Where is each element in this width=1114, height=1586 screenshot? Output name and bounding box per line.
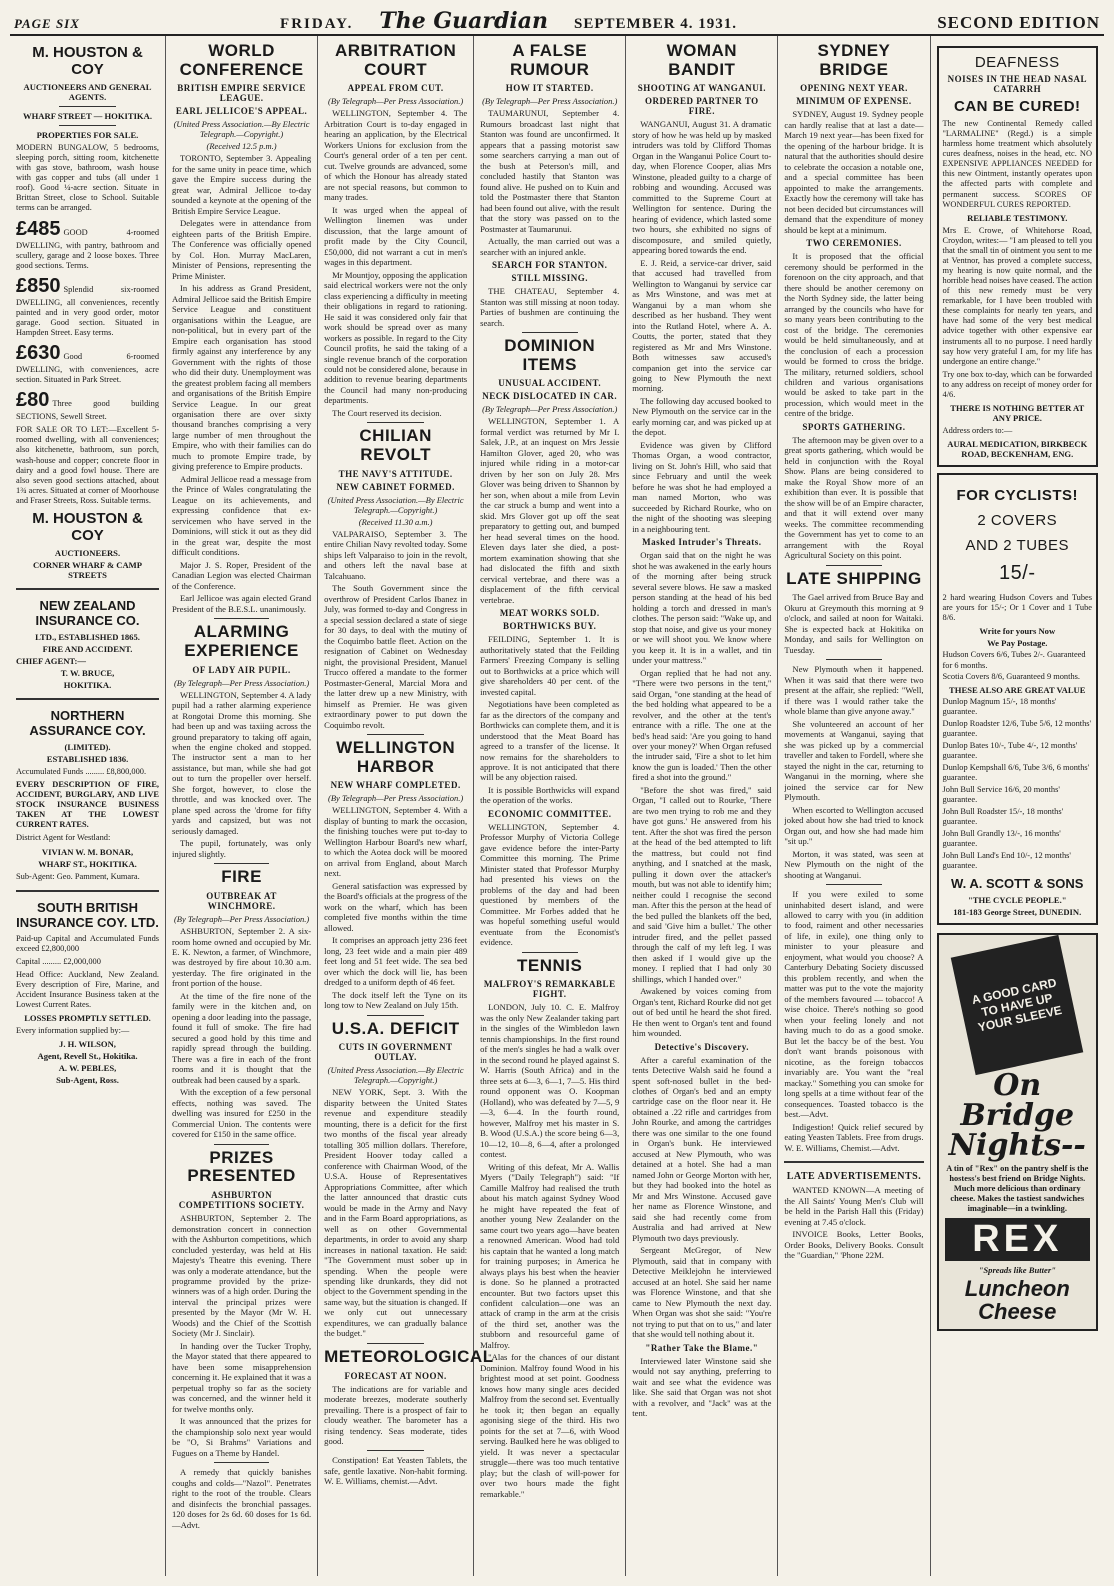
divider	[367, 1015, 424, 1016]
article-paragraph: Morton, it was stated, was seen at New Plymouth on the night of the shooting at Wanganui.	[784, 848, 924, 880]
northern-established: ESTABLISHED 1836.	[46, 753, 129, 764]
article-paragraph: Earl Jellicoe was again elected Grand President of the B.E.S.L. unanimously.	[172, 593, 312, 614]
tyre-listing: John Bull Roadster 15/-, 18 months' guarantee.	[942, 806, 1064, 827]
subhead: Detective's Discovery.	[654, 1041, 750, 1052]
article-paragraph: The Gael arrived from Bruce Bay and Okuru at Greymouth this morning at 9 o'clock, and sailed at noon for Waitaki. She is expected back at Hokitika on Monday, and sails for Wellington on Tuesday.	[784, 592, 924, 655]
playing-card-illustration	[951, 935, 1084, 1075]
subhead: THE NAVY'S ATTITUDE.	[338, 468, 453, 479]
deafness-address: AURAL MEDICATION, BIRKBECK ROAD, BECKENHAM, ENG.	[947, 439, 1088, 460]
paper-title: The Guardian	[379, 8, 549, 34]
cyclists-title: FOR CYCLISTS!	[956, 487, 1079, 505]
advertisement-snippet: Indigestion! Quick relief secured by eating Yeasten Tablets. Free from drugs. W. E. Williams, Chemist.—Advt.	[784, 1121, 924, 1153]
article-paragraph: General satisfaction was expressed by the Board's officials at the progress of the work on the wharf, which has been completed five months within the time allowed.	[324, 880, 468, 933]
scott-sons-subtitle: "THE CYCLE PEOPLE."	[967, 894, 1067, 905]
nz-insurance-established: LTD., ESTABLISHED 1865.	[35, 631, 140, 642]
advertisement-snippet: If you were exiled to some uninhabited desert island, and were allowed to carry with you (in addition to food, raiment and other necessaries of life, in exile), one thing only to minister to your pleasure and enjoyment, what would you choose? A Canterbury Debating Society discussed this problem recently, and when the matter was put to the vote the majority of the members favoured — tobacco! A wise choice. There's nothing so good when your feeling lonely and not having much to do as a good smoke. But let the baccy be of the best. You don't want brands poisonous with nicotine, as the foreign tobaccos invariably are. You want the "real mackay." Something you can smoke for long spells at a time without fear of the consequences. Toasted tobacco is the best.—Advt.	[784, 889, 924, 1120]
subhead: FORECAST AT NOON.	[344, 1370, 447, 1381]
byline: (United Press Association.—By Electric Telegraph.—Copyright.)	[327, 494, 464, 515]
deafness-cure-banner: CAN BE CURED!	[954, 98, 1081, 115]
byline: (By Telegraph—Per Press Association.)	[173, 914, 310, 925]
byline: (By Telegraph—Per Press Association.)	[482, 404, 618, 415]
listing-485-text: GOOD 4-roomed DWELLING, with pantry, bathroom and scullery, garage and 2 loose boxes. Three good sections. Terms.	[16, 227, 160, 270]
article-paragraph: The pupil, fortunately, was only injured slightly.	[172, 838, 312, 859]
northern-agent-label: District Agent for Westland:	[16, 833, 111, 843]
headline-tennis: TENNIS	[517, 955, 583, 975]
article-paragraph: WELLINGTON, September 4. A lady pupil had a rather alarming experience at Rongotai Drome this morning. She had been up and was taxiing across the ground preparatory to taking off again, when the engine choked and stopped. The instructor sent a man to her assistance, but man, while she had got out to turn the propeller over herself. She forgot, however, to close the throttle, and was knocked over. The plane sped across the 'drome for fifty yards and capsized, but was not seriously damaged.	[172, 689, 312, 836]
article-paragraph: Interviewed later Winstone said she would not say anything, preferring to wait and see what the evidence was like. She said that Organ was not shot with a revolver, and "Jack" was at the tent.	[632, 1355, 772, 1419]
article-paragraph: FEILDING, September 1. It is authoritatively stated that the Feilding Farmers' Freezing Company is selling out to Borthwicks at a price which will give shareholders 40 per cent. of the invested capital.	[480, 634, 620, 697]
column-1	[10, 36, 166, 1576]
subhead: OPENING NEXT YEAR.	[800, 83, 908, 94]
northern-agent-address: WHARF ST., HOKITIKA.	[38, 858, 137, 869]
tyre-listing: Dunlop Magnum 15/-, 18 months' guarantee.	[942, 696, 1057, 717]
divider	[214, 863, 270, 864]
article-paragraph: Writing of this defeat, Mr A. Wallis Myers ("Daily Telegraph") said: "If Camille Malfroy had realised the truth about his match against Sydney Wood he might have repeated the feat of another young New Zealander on the same court two years ago—have beaten a renowned American. Wood had told his captain that he wanted a long match for training purposes; in America he always plays his best when the heavier is done. So he planned a protracted encounter. But two factors upset this confident calculation—one was an attack of cramp in the arm at the crisis of the third set, another was the stubborn and resourceful game of Malfroy.	[480, 1161, 620, 1350]
price-630: £630	[16, 342, 61, 365]
divider	[367, 734, 424, 735]
article-paragraph: VALPARAISO, September 3. The entire Chilian Navy revolted today. Some ships left Valparaiso to join in the revolt, and others left the naval base at Talcahuano.	[324, 528, 468, 581]
divider	[59, 106, 116, 107]
article-paragraph: With the exception of a few personal effects, nothing was saved. The dwelling was insured for £250 in the Commercial Union. The contents were covered for £150 in the same office.	[172, 1087, 312, 1140]
south-british-capital-2: Capital ......... £2,000,000	[16, 956, 101, 966]
article-paragraph: Major J. S. Roper, President of the Canadian Legion was elected Chairman of the Conference.	[172, 559, 312, 591]
subhead: CUTS IN GOVERNMENT OUTLAY.	[338, 1042, 453, 1063]
article-paragraph: At the time of the fire none of the family were in the kitchen and, on opening a door leading into the passage, found it full of smoke. The fire had secured a good hold by this time and rapidly spread through the building. There was a fire in each of the front rooms and it is thought that the outbreak had been caused by a spark.	[172, 990, 312, 1085]
price-80: £80	[16, 389, 50, 412]
headline-dominion-items: DOMINION ITEMS	[504, 336, 596, 374]
column-2	[166, 36, 318, 1576]
tyre-listing: John Bull Land's End 10/-, 12 months' guarantee.	[942, 850, 1071, 871]
article-paragraph: It is possible Borthwicks will expand the operation of the works.	[480, 784, 620, 806]
nz-insurance-fire: FIRE AND ACCIDENT.	[42, 643, 133, 654]
article-paragraph: Awakened by voices coming from Organ's tent, Richard Rourke did not get out of bed until he heard the shot fired. He then went to Organ's tent and found him wounded.	[632, 986, 772, 1039]
byline: (By Telegraph—Per Press Association.)	[328, 96, 464, 107]
article-paragraph: Negotiations have been completed as far as the directors of the company and Borthwicks can complete them, and it is understood that the Meat Board has agreed to a transfer of the license. It now remains for the shareholders to approve. It is not anticipated that there will be any objection raised.	[480, 699, 620, 783]
column-3	[318, 36, 494, 1576]
article-paragraph: Actually, the man carried out was a searcher with an injured ankle.	[480, 236, 620, 257]
article-paragraph: TORONTO, September 3. Appealing for the same unity in peace time, which gave the Empire success during the great war, Admiral Jellicoe to-day sounded a keynote at the opening of the British Empire Service League.	[172, 153, 312, 216]
tyre-listing: Hudson Covers 6/6, Tubes 2/-. Guaranteed for 6 months.	[942, 650, 1086, 670]
article-paragraph: WELLINGTON, September 4. The Arbitration Court is to-day engaged in hearing an application, by the Electrical Workers Unions for exclusion from the Court's general order of a ten per cent. cut. Twelve grounds are advanced, some of which the Honour has already stated are not special reasons, but common to many trades.	[324, 108, 468, 203]
divider	[826, 565, 882, 566]
tyre-listing: Dunlop Bates 10/-, Tube 4/-, 12 months' guarantee.	[942, 740, 1078, 761]
article-paragraph: The Court reserved its decision.	[332, 407, 442, 418]
columns	[10, 36, 1104, 1576]
houston-ad-subtitle: AUCTIONEERS AND GENERAL AGENTS.	[23, 82, 152, 102]
rex-slogan: "Spreads like Butter"	[978, 1265, 1056, 1276]
houston-ad-address-2: CORNER WHARF & CAMP STREETS	[32, 559, 143, 580]
deafness-title: DEAFNESS	[974, 54, 1060, 71]
rex-cheese-ad	[937, 933, 1099, 1332]
price-850: £850	[16, 274, 61, 297]
masthead-day: FRIDAY.	[280, 16, 354, 32]
cyclists-ad	[937, 473, 1099, 925]
article-paragraph: Organ replied that he had not any. "There were two persons in the tent," said Organ, "one standing at the head of the bed holding what appeared to be a revolver, and the other at the tent's entrance with a rifle. The one at the bed's head said: 'Are you going to hand over your money?' When Organ refused the intruder said, 'Fire a shot to let him know the gun is loaded.' Then the other fired a shot into the ground."	[632, 667, 772, 783]
article-paragraph: ASHBURTON, September 2. A six-room home owned and occupied by Mr. E. K. Newton, a farmer, of Winchmore, was destroyed by fire about 10.30 a.m. yesterday. The fire originated in the front portion of the house.	[172, 926, 312, 989]
northern-sub-agent: Sub-Agent: Geo. Pamment, Kumara.	[16, 871, 140, 881]
south-british-agent-1-addr: Agent, Revell St., Hokitika.	[37, 1051, 138, 1062]
article-paragraph: Mr Mountjoy, opposing the application said electrical workers were not the only class experiencing a difficulty in meeting their obligations in regard to rationing. He said it was considered only fair that work should be spread over as many workers as possible. In regard to the City Council profits, he said the taking of a single revenue branch of the corporation could not be considered alone, because in addition to revenue bearing departments the Council had many non-producing departments.	[324, 269, 468, 406]
divider	[214, 1462, 270, 1463]
cyclists-offer-1: 2 COVERS	[977, 512, 1058, 530]
tyre-listing: Scotia Covers 8/6, Guaranteed 9 months.	[942, 672, 1080, 682]
article-paragraph: WANGANUI, August 31. A dramatic story of how he was held up by masked intruders was told by Clifford Thomas Organ in the Wanganui Police Court to-day, when Florence Cooper, alias Mrs Winstone, pleaded guilty to a charge of robbing and wounding. Accused was committed to the Supreme Court at Wellington for sentence. During the hearing of evidence, which lasted some two hours, she exhibited no signs of discomposure, and smiled quietly, appearing bored towards the end.	[632, 119, 772, 256]
headline-world-conference: WORLD CONFERENCE	[179, 41, 304, 79]
column-4	[474, 36, 626, 1576]
south-british-losses: LOSSES PROMPTLY SETTLED.	[24, 1013, 151, 1024]
headline-wellington-harbor: WELLINGTON HARBOR	[336, 738, 456, 776]
divider	[826, 884, 882, 885]
column-6	[778, 36, 930, 1576]
south-british-agent-2-addr: Sub-Agent, Ross.	[56, 1075, 119, 1086]
price-485: £485	[16, 217, 61, 240]
nz-insurance-title: NEW ZEALAND INSURANCE CO.	[35, 597, 140, 628]
article-paragraph: WELLINGTON, September 1. A formal verdict was returned by Mr I. Salek, J.P., at an inquest on Mrs Jessie Hamilton Glover, aged 20, who was injured while riding in a motor-car driven by her son on July 28. Mrs Glover was being driven to Shannon by her son, when about a mile from Levin the car struck a bump and went into a skid. Mrs Glover got up off the seat preparatory to getting out, and bumped her head several times on the hood. Eleven days later she died, a post-mortem examination showing that she had dislocated the fifth and sixth cervical vertebrae, and there was a displacement of the fifth cervical vertebrae.	[480, 416, 620, 605]
property-listing-630	[16, 341, 159, 385]
article-paragraph: The South Government since the overthrow of President Carlos Ibanez in July, was formed to-day and Congress in a special session declared a state of siege for 30 days, to deal with the mutiny of the Coquimbo battle fleet. Action on the resignation of Cabinet on Wednesday night, the provisional President, Manuel Trucco offered a mandate to the former Postmaster-General, Marcial Mora and the latter drew up a new Ministry, with himself as Premier. He was given extraordinary power to put down the Coquimbo revolt.	[324, 583, 468, 730]
tyre-listing: Dunlop Roadster 12/6, Tube 5/6, 12 months' guarantee.	[942, 718, 1092, 739]
northern-funds: Accumulated Funds ......... £8,800,000.	[16, 766, 147, 776]
subhead: Masked Intruder's Threats.	[642, 537, 762, 548]
property-listing-850	[16, 274, 159, 338]
headline-sydney-bridge: SYDNEY BRIDGE	[817, 41, 891, 79]
subhead: SEARCH FOR STANTON.	[491, 260, 608, 271]
tyre-listing: John Bull Service 16/6, 20 months' guarantee.	[942, 784, 1060, 805]
article-paragraph: It was urged when the appeal of Wellington linemen was under discussion, that the large amount of profit made by the City Council, £50,000, did not warrant a cut in men's wages in this department.	[324, 204, 468, 268]
article-paragraph: "Alas for the chances of our distant Dominion. Malfroy found Wood in his brightest mood at set point. Goodness knows how many single aces decided Malfroy from the second set. Eventually he took it; then began an equally agonising siege of the third. His two points for the set at 7—6, with Wood serving. Baulked here he was obliged to yield. It was never a spectacular struggle—there was too much tentative play; but the clash of will-power for over two hours made the fight remarkable."	[480, 1352, 620, 1499]
subhead: STILL MISSING.	[511, 273, 588, 284]
subhead: ORDERED PARTNER TO FIRE.	[644, 96, 759, 117]
cyclists-write-now: Write for yours Now	[979, 626, 1056, 637]
byline: (By Telegraph—Per Press Association.)	[482, 96, 618, 107]
article-paragraph: The dock itself left the Tyne on its long tow to New Zealand on July 15th.	[324, 989, 468, 1011]
deafness-testimony-label: RELIABLE TESTIMONY.	[967, 212, 1068, 223]
article-paragraph: NEW YORK, Sept. 3. With the disparity between the United States revenue and expenditure steadily mounting, there is a deficit for the first two months of the fiscal year already totalling 305 million dollars. Therefore, President Hoover today called a conference with Chairman Wood, of the U.S.A. House of Representatives Appropriations Committee, after which the latter announced that drastic cuts would be made in the Army and Navy and in the Farm Board appropriations, as well as on other Governmental departments, in order to avoid any sharp increases in national taxation. He said: "The Government must sober up in spending. When the people were spending like drunkards, they did not object to the Government spending in the same way, but the situation is changed. If we only cut out unnecessary expenditures, we can gradually balance the budget."	[324, 1087, 468, 1339]
advertisement-snippet: A remedy that quickly banishes coughs and colds—"Nazol". Penetrates right to the root of the trouble. Clears and disinfects the bronchial passages. 120 doses for 2s 6d. 60 doses for 1s 6d.—Advt.	[172, 1467, 312, 1530]
houston-ad-title: M. HOUSTON & COY	[32, 44, 143, 78]
northern-limited: (LIMITED).	[64, 741, 111, 752]
headline-woman-bandit: WOMAN BANDIT	[666, 41, 738, 79]
bridge-nights-headline: On Bridge Nights--	[948, 1067, 1086, 1163]
subhead: MEAT WORKS SOLD.	[499, 608, 600, 619]
luncheon-cheese-label: Luncheon Cheese	[964, 1276, 1070, 1325]
subhead: ASHBURTON COMPETITIONS SOCIETY.	[178, 1190, 305, 1211]
edition-label: SECOND EDITION	[937, 13, 1100, 32]
divider	[522, 952, 578, 953]
headline-alarming-experience: ALARMING EXPERIENCE	[184, 622, 299, 660]
article-paragraph: It is proposed that the official ceremony should be performed in the forenoon on the city approach, and that there should be another ceremony on the North Sydney side, the latter being arranged by the councils who have for so many years been contributing to the cost of the bridge. The ceremonies would be held simultaneously, and at the conclusion of each a procession would be formed to cross the bridge. The military, returned soldiers, school children and various organisations would be asked to take part in the procession, which would meet in the centre of the bridge.	[784, 251, 924, 419]
deafness-nothing-better: THERE IS NOTHING BETTER AT ANY PRICE.	[950, 403, 1085, 424]
headline-fire: FIRE	[221, 867, 262, 887]
deafness-address-label: Address orders to:—	[942, 426, 1013, 436]
article-paragraph: Delegates were in attendance from eighteen parts of the British Empire. The Conference was officially opened by Col. Hon. Murray MacLaren, Minister of Pensions, representing the Prime Minister.	[172, 218, 312, 281]
headline-arbitration-court: ARBITRATION COURT	[334, 41, 457, 79]
byline: (By Telegraph—Per Press Association.)	[328, 793, 464, 804]
divider	[214, 618, 270, 619]
article-paragraph: It was announced that the prizes for the championship solo next year would be "O, Si Brahms" Variations and Fugues on a Theme by Handel.	[172, 1416, 312, 1458]
scott-sons-title: W. A. SCOTT & SONS	[951, 875, 1084, 891]
bungalow-listing: MODERN BUNGALOW, 5 bedrooms, sleeping porch, sitting room, kitchenette with gas stove, bathroom, wash house with gas copper and tubs (all under 1 roof). Good ¼-acre section. Situate in Brittan Street, close to School. Suitable terms can be arranged.	[16, 143, 160, 213]
byline: (By Telegraph—Per Press Association.)	[173, 677, 310, 688]
nz-agent-name: T. W. BRUCE,	[60, 667, 115, 678]
south-british-agent-2: A. W. PEBLES,	[58, 1063, 117, 1074]
masthead-date: SEPTEMBER 4. 1931.	[574, 16, 738, 32]
card-slogan: A GOOD CARD TO HAVE UP YOUR SLEEVE	[970, 975, 1064, 1035]
article-paragraph: Admiral Jellicoe read a message from the Prince of Wales congratulating the League on its achievements, and expressing confidence that ex-servicemen who have served in the Dominions, will stick it out as they did in the great war, despite the most difficult conditions.	[172, 473, 312, 558]
article-paragraph: Sergeant McGregor, of New Plymouth, said that in company with Detective Meiklejohn he interviewed accused at an hotel. She said her name was Florence Winstone, and that she came to New Plymouth the next day. When Organ was shot she said: "You're not trying to put that on to us," and later that she would tell nothing about it.	[632, 1245, 772, 1340]
property-listing-80	[16, 388, 159, 422]
subhead: MALFROY'S REMARKABLE FIGHT.	[483, 979, 616, 1000]
divider	[367, 1450, 424, 1451]
article-paragraph: The following day accused booked to New Plymouth on the service car in the early morning car, and was picked up at the depot.	[632, 395, 772, 438]
headline-chilian-revolt: CHILIAN REVOLT	[359, 426, 432, 465]
article-paragraph: It comprises an approach jetty 236 feet long, 23 feet wide and a main pier 489 feet long and 51 feet wide. The sea bed over which the dock will lie, has been dredged to a uniform depth of 46 feet.	[324, 935, 468, 988]
properties-heading: PROPERTIES FOR SALE.	[36, 130, 139, 140]
section-divider	[16, 698, 159, 700]
headline-false-rumour: A FALSE RUMOUR	[509, 41, 590, 79]
subhead: NEW CABINET FORMED.	[336, 481, 455, 492]
subhead: SHOOTING AT WANGANUI.	[637, 83, 766, 94]
received-time: (Received 12.5 p.m.)	[206, 141, 277, 152]
article-paragraph: ASHBURTON, September 2. The demonstration concert in connection with the Ashburton competitions, which concluded yesterday, was held at His Majesty's Theatre this evening. There was only a moderate attendance, but the programme provided by the prize-winners was of a high order. During the interval the principal prizes were presented by the Mayor (Mr W. H. Woods) and the Chief of the Scottish Society (Mr J. Sinclair).	[172, 1213, 312, 1339]
cyclists-description: 2 hard wearing Hudson Covers and Tubes are yours for 15/-; Or 1 Cover and 1 Tube 8/6.	[942, 593, 1093, 623]
article-paragraph: The indications are for variable and moderate breezes, moderate southerly prevailing. There is a prospect of fair to cloudy weather. The barometer has a rising tendency. Seas moderate, tides good.	[324, 1383, 468, 1446]
masthead-center	[280, 8, 737, 34]
for-sale-listing: FOR SALE OR TO LET:—Excellent 5-roomed dwelling, with all conveniences; also kitchenette, bathroom, sun porch, wash-house and copper; concrete floor in dairy and a good fowl house. There are also seven good sections attached, about 1¾ acres. Situated at corner of Moorhouse and Fraser Streets, Ross. Suitable terms.	[16, 425, 160, 505]
divider	[522, 332, 578, 333]
houston-ad-address: WHARF STREET — HOKITIKA.	[23, 111, 152, 121]
divider	[367, 1343, 424, 1344]
article-paragraph: She volunteered an account of her movements at Wanganui, saying that she was picked up by a commercial traveller and taken to Fordell, where she stayed the night in the car, returning to Wanganui in the morning, where she joined the service car for New Plymouth.	[784, 718, 924, 803]
article-paragraph: After a careful examination of the tents Detective Walsh said he found a spent soft-nosed bullet in the bed-clothes of Organ's bed and an empty cartridge case on the floor near it. He obtained a .22 rifle and cartridges from John Rourke, and among the cartridges there was one similar to the one found in Organ's bunk. He interviewed accused at New Plymouth, who was detained at a hotel. She had a man named John or George Morton with her, but they had booked into the hotel as Mr and Mrs Winstone. Accused gave her name as Florence Winstone, and said she had recently come from Australia and had arrived at New Plymouth two days previously.	[632, 1054, 772, 1243]
south-british-agent-1: J. H. WILSON,	[59, 1039, 116, 1050]
section-divider	[16, 890, 159, 892]
listing-80-text: Three good building SECTIONS, Sewell Street.	[16, 399, 160, 422]
article-paragraph: Organ said that on the night he was shot he was awakened in the early hours of the morning after being struck several severe blows. He saw a masked person standing at the head of his bed holding a torch and dressed in man's clothes. The person said: "Wake up, and stop that noise, and give us your money or we will shoot you. We know where you keep it. It is in a wallet, and tin under your mattress."	[632, 550, 772, 666]
late-ads-heading: LATE ADVERTISEMENTS.	[786, 1171, 922, 1183]
northern-agent-name: VIVIAN W. M. BONAR,	[41, 846, 134, 857]
subhead: APPEAL FROM CUT.	[347, 83, 444, 94]
listing-630-text: Good 6-roomed DWELLING, with conveniences, acre section. Situated in Park Street.	[16, 352, 160, 385]
page-number: PAGE SIX	[14, 16, 80, 31]
classified-ad: WANTED KNOWN—A meeting of the All Saints' Young Men's Club will be held in the Parish Hall this (Friday) evening at 7.45 o'clock.	[784, 1185, 924, 1227]
northern-assurance-title: NORTHERN ASSURANCE COY.	[29, 707, 146, 738]
nz-agent-label: CHIEF AGENT:—	[16, 655, 86, 666]
article-paragraph: THE CHATEAU, September 4. Stanton was still missing at noon today. Parties of bushmen are continuing the search.	[480, 286, 620, 328]
subhead: HOW IT STARTED.	[505, 83, 594, 94]
subhead: EARL JELLICOE'S APPEAL.	[175, 106, 308, 117]
south-british-title: SOUTH BRITISH INSURANCE COY. LTD.	[16, 899, 159, 930]
subhead: BORTHWICKS BUY.	[503, 621, 597, 632]
article-paragraph: When escorted to Wellington accused joked about how she had tried to knock Organ out, and how she had made him "sit up."	[784, 804, 924, 847]
article-paragraph: LONDON, July 10. C. E. Malfroy was the only New Zealander taking part in the singles of the Wimbledon lawn tennis championships. In the first round of the men's singles he had a walk over in the second round he played against S. W. Harris (South Africa) and in the three sets at 6—3, 6—1, 7—5. His third round opponent was O. Koopman (Holland), who was defeated by 7—5, 9—3, 6—4. In the fourth round, however, Malfroy met his master in S. B. Wood (U.S.A.) the score being 6—3, 10—12, 10—8, 6—4, after a prolonged contest.	[480, 1002, 620, 1160]
byline: (United Press Association.—By Electric Telegraph.—Copyright.)	[173, 119, 310, 140]
article-paragraph: Evidence was given by Clifford Thomas Organ, a wood contractor, living on St. John's Hill, who said that since February and until the week before he was shot he had employed a man named Morton, who was succeeded by Richard Rourke, who on the night of the shooting was sleeping in a neighbouring tent.	[632, 439, 772, 534]
subhead: NEW WHARF COMPLETED.	[330, 780, 461, 791]
divider	[59, 125, 116, 126]
article-paragraph: TAUMARUNUI, September 4. Rumours broadcast last night that Stanton was found are unconfirmed. It appears that a passing motorist saw some searchers carrying a man out of the bush at Peterson's mill, and concluded hastily that Stanton was found alive. He pushed on to Kuin and told the Postmaster there that Stanton had been found out alive, with the result that the story was passed on to the Postmaster at Taumarunui.	[480, 108, 620, 234]
subhead: BRITISH EMPIRE SERVICE LEAGUE.	[177, 83, 306, 104]
south-british-info: Every information supplied by:—	[16, 1026, 130, 1036]
column-7	[931, 36, 1105, 1576]
deafness-order-info: Try one box to-day, which can be forwarded to any address on receipt of money order for 4/6.	[942, 369, 1093, 399]
article-paragraph: "Before the shot was fired," said Organ, "I called out to Rourke, 'There are two men trying to rob me and they have got guns.' He answered from his tent. After the shot was fired the person at the head of the bed attempted to lift the mattress, but could not find anything, and I snatched at the mask, pulling it down over the attacker's mouth, but was not able to identify him; neither could I recognise the second man. After this the person at the head of the bed pulled the blankets off the bed, and said 'Give him a bullet.' The other intruder fired, and the pellet passed through the calf of my left leg. I was then asked if I would give up the money. I replied that I had only 30 shillings, which I handed over."	[632, 784, 772, 984]
divider	[826, 659, 882, 660]
article-paragraph: In handing over the Tucker Trophy, the Mayor stated that there appeared to have been some misapprehension concerning it. He explained that it was a perpetual trophy so far as the society was concerned, and the winner held it for twelve months only.	[172, 1340, 312, 1414]
subhead: OF LADY AIR PUPIL.	[192, 664, 291, 675]
rex-description: A tin of "Rex" on the pantry shelf is the hostess's best friend on Bridge Nights. Much more delicious than ordinary cheese. Makes the tastiest sandwiches imaginable—in a twinkling.	[946, 1163, 1089, 1214]
subhead: MINIMUM OF EXPENSE.	[796, 96, 912, 107]
headline-late-shipping: LATE SHIPPING	[786, 568, 922, 588]
divider	[214, 1144, 270, 1145]
section-divider	[784, 1161, 923, 1163]
cyclists-pay-postage: We Pay Postage.	[987, 638, 1048, 649]
article-paragraph: The afternoon may be given over to a great sports gathering, which would be held in conjunction with the Royal Show. Plans are being considered to make the Royal Show more of an exhibition than ever. It is possible that the show will be of an Empire character, and that it will extend over many weeks. The committee recommending the Government has yet to come to an arrangement with the Royal Agricultural Society on this point.	[784, 434, 924, 561]
deafness-testimony: Mrs E. Crowe, of Whitehorse Road, Croydon, writes:— "I am pleased to tell you that the small tin of ointment you sent to me at Ventnor, has proved a complete success, my hearing is now quite normal, and the horrible head noises have ceased. The action of this new remedy must be very remarkable, for I have been troubled with these complaints for nearly ten years, and have had some of the very best medical advice together with other expensive ear instruments all to no purpose. I need hardly say how very grateful I am, for my life has undergone an entire change."	[942, 225, 1093, 366]
scott-sons-address: 181-183 George Street, DUNEDIN.	[953, 906, 1082, 917]
south-british-office: Head Office: Auckland, New Zealand. Every description of Fire, Marine, and Accident Insurance Business taken at the Lowest Current Rates.	[16, 969, 160, 1010]
subhead: SPORTS GATHERING.	[802, 421, 906, 432]
column-5	[626, 36, 778, 1576]
subhead: NECK DISLOCATED IN CAR.	[482, 391, 618, 402]
deafness-ad	[937, 46, 1099, 467]
subhead: TWO CEREMONIES.	[806, 238, 902, 249]
tyre-listing: Dunlop Kempshall 6/6, Tube 3/6, 6 months' guarantee.	[942, 762, 1090, 783]
article-paragraph: WELLINGTON, September 4. With a display of bunting to mark the occasion, the finishing touches were put to-day to Wellington Harbour Board's new wharf, to which the Aotea dock will be moored on arrival from England, about March next.	[324, 805, 468, 879]
subhead: "Rather Take the Blame."	[645, 1342, 759, 1353]
cyclists-also-great-value: THESE ALSO ARE GREAT VALUE	[949, 684, 1086, 695]
article-paragraph: In his address as Grand President, Admiral Jellicoe said the British Empire Service League and constituent organisations within the League, are non-political, but in every part of the Empire each organisation has stood firmly against any interference by any Government with the rights of those who did their duty. Unemployment was the greatest problem facing all members and organisations of the British Empire Service League. In our great organisation there are over sixty thousand branches comprising a very large number of men throughout the Empire, who with their families can do much to promote Empire trade, by giving preference to Empire products.	[172, 283, 312, 472]
houston-ad-title-2: M. HOUSTON & COY	[32, 509, 143, 544]
subhead: ECONOMIC COMMITTEE.	[487, 808, 612, 819]
article-paragraph: WELLINGTON, September 4. Professor Murphy of Victoria College gave evidence before the inter-Party Committee this morning. The Prime Minister stated that Professor Murphy had presented his views on the problems of the day and had been questioned by members of the Committee. Mr Forbes added that he was hopeful something useful would eventuate from the Economist's evidence.	[480, 821, 620, 948]
tyre-listing: John Bull Grandly 13/-, 16 months' guarantee.	[942, 828, 1061, 849]
article-paragraph: E. J. Reid, a service-car driver, said that accused had travelled from Wellington to Wanganui by service car as Mrs Winstone, and was met at Wanganui by a man whom she described as her husband. They went into the Rutland Hotel, where A. A. Coutts, the porter, stated that they registered as Mr and Mrs Winstone. Both witnesses saw accused's companion get into the service car going to New Plymouth the next morning.	[632, 257, 772, 394]
advertisement-snippet: Constipation! Eat Yeasten Tablets, the safe, gentle laxative. Non-habit forming. W. E. Williams, chemist.—Advt.	[324, 1455, 468, 1487]
property-listing-485	[16, 217, 159, 271]
headline-meteorological: METEOROLOGICAL	[324, 1346, 494, 1366]
subhead: UNUSUAL ACCIDENT.	[498, 378, 602, 389]
houston-ad-subtitle-2: AUCTIONEERS.	[54, 547, 121, 558]
received-time: (Received 11.30 a.m.)	[358, 516, 433, 527]
cyclists-offer-2: AND 2 TUBES	[965, 537, 1070, 555]
south-british-capital: Paid-up Capital and Accumulated Funds exceed £2,800,000	[16, 933, 160, 953]
subhead: OUTBREAK AT WINCHMORE.	[206, 891, 277, 912]
deafness-body: The new Continental Remedy called "LARMALINE" (Regd.) is a simple harmless home treatment which absolutely cures deafness, noises in the head, etc. NO EXPENSIVE APPLIANCES NEEDED for this new Ointment, instantly operates upon the affected parts with complete and permanent success. SCORES OF WONDERFUL CURES REPORTED.	[942, 119, 1093, 209]
deafness-subtitle: NOISES IN THE HEAD NASAL CATARRH	[947, 74, 1087, 94]
headline-prizes-presented: PRIZES PRESENTED	[187, 1147, 296, 1186]
headline-usa-deficit: U.S.A. DEFICIT	[331, 1018, 460, 1038]
byline: (United Press Association.—By Electric Telegraph.—Copyright.)	[327, 1065, 464, 1086]
nz-agent-town: HOKITIKA.	[63, 679, 112, 690]
article-paragraph: SYDNEY, August 19. Sydney people can hardly realise that at last a date—March 19 next year—has been fixed for the opening of the harbour bridge. It is natural that the authorities should desire to celebrate the occasion a notable one, and a special committee has been appointed to make the arrangements. Exactly how the ceremony will take has not been decided but circumstances will demand that the expenditure of money should be kept at a minimum.	[784, 109, 924, 235]
listing-850-text: Splendid six-roomed DWELLING, all conveniences, recently painted and in very good order, motor garage. Good section. Situated in Hampden Street. Easy terms.	[16, 284, 160, 338]
masthead	[10, 8, 1104, 36]
rex-logo: REX	[945, 1218, 1091, 1261]
divider	[367, 422, 424, 423]
classified-ad: INVOICE Books, Letter Books, Order Books, Delivery Books. Consult the "Guardian," 'Phone 22M.	[784, 1229, 924, 1261]
article-paragraph: New Plymouth when it happened. When it was said that there were two present at the affair, she replied: "Well, if there was I would rather take the whole blame than give anyone away."	[784, 664, 924, 717]
cyclists-price: 15/-	[999, 562, 1036, 585]
northern-description: EVERY DESCRIPTION OF FIRE, ACCIDENT, BURGLARY, AND LIVE STOCK INSURANCE BUSINESS TAKEN AT THE LOWEST CURRENT RATES.	[16, 780, 160, 830]
section-divider	[16, 588, 159, 590]
